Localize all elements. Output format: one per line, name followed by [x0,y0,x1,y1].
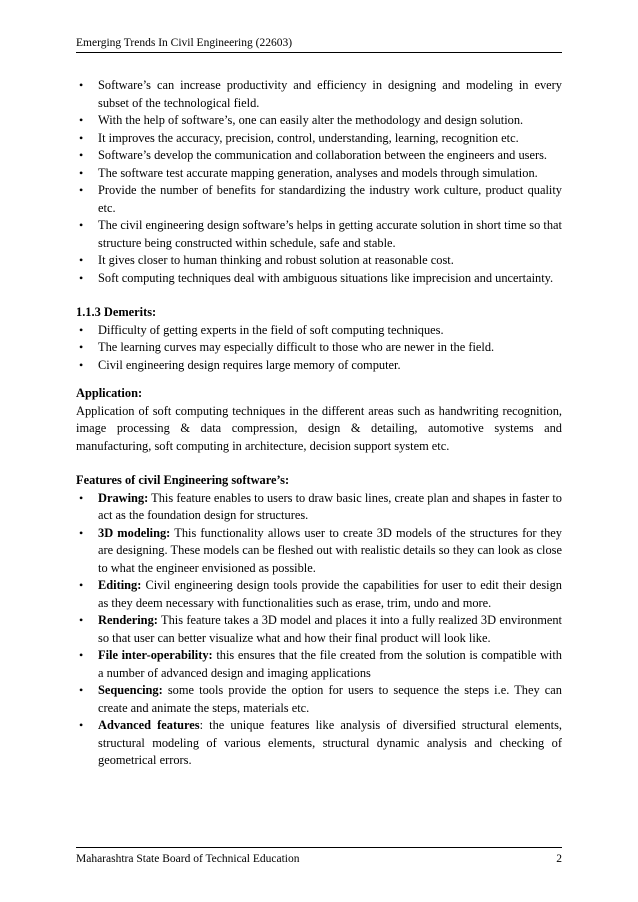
demerits-heading: 1.1.3 Demerits: [76,305,157,319]
feature-term: Rendering: [98,613,158,627]
feature-text: this ensures that the file created from the solution is compatible with a number of advanced design and imaging applications [98,648,562,680]
feature-term: File inter-operability: [98,648,213,662]
feature-term: Editing: [98,578,142,592]
list-item: • The civil engineering design software’s helps in getting accurate solution in short time so that structure being constructed within schedule, safe and stable. [76,217,562,252]
application-heading: Application: [76,386,143,400]
list-item: • Difficulty of getting experts in the field of soft computing techniques. [76,322,562,340]
list-item [76,647,562,682]
list-item [76,525,562,578]
application-paragraph: Application of soft computing techniques in the different areas such as handwriting recognition, image processing & data compression, design & detailing, automotive systems and manufacturing, soft computing in architecture, decision support system etc. [76,403,562,453]
list-item: • It gives closer to human thinking and robust solution at reasonable cost. [76,252,562,270]
page-footer [76,847,562,865]
feature-text: : the unique features like analysis of diversified structural elements, structural modeling of various elements, structural dynamic analysis and checking of geometrical errors. [98,718,562,767]
list-item: • Software’s can increase productivity and efficiency in designing and modeling in every subset of the technological field. [76,77,562,112]
feature-text: This functionality allows user to create 3D models of the structures for they are designing. These models can be fleshed out with realistic details so they can look as close to what the engineer envisioned as possible. [98,525,562,575]
feature-text: Civil engineering design tools provide the capabilities for user to edit their design as they deem necessary with functionalities such as erase, trim, undo and more. [98,578,562,610]
list-item: • Provide the number of benefits for standardizing the industry work culture, product quality etc. [76,182,562,217]
page-header [76,37,562,53]
feature-text: This feature enables to users to draw basic lines, create plan and shapes in faster to act as the foundation design for structures. [98,490,562,522]
list-item [76,612,562,647]
list-item: • The learning curves may especially difficult to those who are newer in the field. [76,339,562,357]
features-heading: Features of civil Engineering software’s: [76,473,290,487]
feature-text: some tools provide the option for users to sequence the steps i.e. They can create and animate the steps, materials etc. [98,683,562,715]
features-list [76,490,562,770]
list-item [76,577,562,612]
demerits-list [76,322,562,375]
page-content [76,77,562,770]
list-item: • With the help of software’s, one can easily alter the methodology and design solution. [76,112,562,130]
list-item [76,490,562,525]
advantages-list [76,77,562,287]
feature-term: 3D modeling: [98,525,171,540]
list-item [76,717,562,770]
list-item [76,682,562,717]
list-item: • It improves the accuracy, precision, control, understanding, learning, recognition etc. [76,130,562,148]
feature-term: Advanced features [98,718,200,732]
list-item: • Soft computing techniques deal with ambiguous situations like imprecision and uncertainty. [76,270,562,288]
list-item: • The software test accurate mapping generation, analyses and models through simulation. [76,165,562,183]
feature-term: Sequencing: [98,683,163,697]
header-title: Emerging Trends In Civil Engineering (22603) [76,37,293,49]
feature-term: Drawing: [98,490,149,505]
footer-org: Maharashtra State Board of Technical Education [76,853,300,865]
page-number: 2 [556,853,562,865]
list-item: • Civil engineering design requires large memory of computer. [76,357,562,375]
list-item: • Software’s develop the communication and collaboration between the engineers and users. [76,147,562,165]
feature-text: This feature takes a 3D model and places it into a fully realized 3D environment so that user can better visualize what and how their final product will look like. [98,613,562,645]
